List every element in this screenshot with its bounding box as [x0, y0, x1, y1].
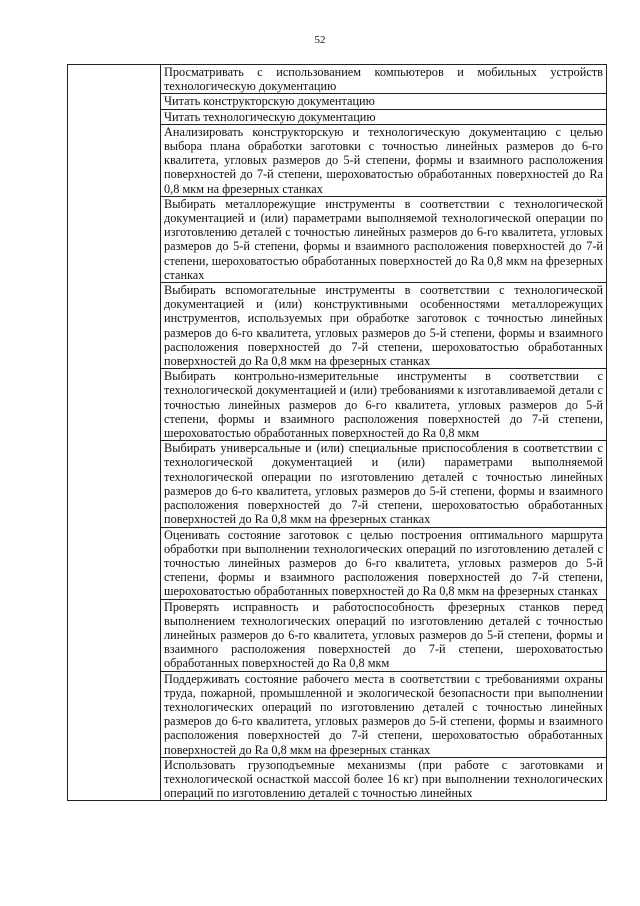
- cell-text: Выбирать контрольно-измерительные инструменты в соответствии с технологической документацией и (или) требованиями к изготавливаемой детали с точностью линейных размеров до 6-го квалитета, угловых размеров до 5-й степени, формы и взаимного расположения поверхностей до 7-й степени, шероховатостью обработанных поверхностей до Ra 0,8 мкм: [164, 369, 603, 441]
- table-cell: [161, 671, 607, 757]
- cell-text: Использовать грузоподъемные механизмы (при работе с заготовками и технологической оснасткой массой более 16 кг) при выполнении технологических операций по изготовлению деталей с точностью линейных: [164, 757, 603, 801]
- page-number: 52: [314, 34, 326, 46]
- cell-text: Читать конструкторскую документацию: [164, 94, 375, 109]
- table-row: [68, 65, 607, 94]
- table-cell: [161, 757, 607, 801]
- table-cell: [161, 124, 607, 196]
- table-cell: [161, 283, 607, 369]
- table-cell: [161, 109, 607, 124]
- cell-text: Проверять исправность и работоспособность фрезерных станков перед выполнением технологических операций по изготовлению деталей с точностью линейных размеров до 6-го квалитета, угловых размеров до 5-й степени, формы и взаимного расположения поверхностей до 7-й степени, шероховатостью обработанных поверхностей до Ra 0,8 мкм: [164, 599, 603, 671]
- cell-text: Оценивать состояние заготовок с целью построения оптимального маршрута обработки при выполнении технологических операций по изготовлению деталей с точностью линейных размеров до 6-го квалитета, угловых размеров до 5-й степени, формы и взаимного расположения поверхностей до 7-й степени, шероховатостью обработанных поверхностей до Ra 0,8 мкм на фрезерных станках: [164, 527, 603, 599]
- cell-text: Просматривать с использованием компьютеров и мобильных устройств технологическую документацию: [164, 65, 603, 94]
- cell-text: Читать технологическую документацию: [164, 109, 376, 124]
- table-cell: [161, 369, 607, 441]
- table-cell: [161, 196, 607, 282]
- cell-text: Анализировать конструкторскую и технологическую документацию с целью выбора плана обработки заготовки с точностью линейных размеров до 6-го квалитета, угловых размеров до 5-й степени, формы и взаимного расположения поверхностей до 7-й степени, шероховатостью обработанных поверхностей до Ra 0,8 мкм на фрезерных станках: [164, 124, 603, 196]
- skills-table: [67, 64, 607, 801]
- cell-text: Выбирать металлорежущие инструменты в соответствии с технологической документацией и (или) параметрами выполняемой технологической операции по изготовлению деталей с точностью линейных размеров до 6-го квалитета, угловых размеров до 5-й степени, формы и взаимного расположения поверхностей до 7-й степени, шероховатостью обработанных поверхностей до Ra 0,8 мкм на фрезерных станках: [164, 196, 603, 282]
- table-cell: [161, 527, 607, 599]
- cell-text: Выбирать универсальные и (или) специальные приспособления в соответствии с технологической документацией и (или) параметрами выполняемой технологической операции по изготовлению деталей с точностью линейных размеров до 6-го квалитета, угловых размеров до 5-й степени, формы и взаимного расположения поверхностей до 7-й степени, шероховатостью обработанных поверхностей до Ra 0,8 мкм на фрезерных станках: [164, 441, 603, 527]
- table-cell: [161, 441, 607, 527]
- cell-text: Выбирать вспомогательные инструменты в соответствии с технологической документацией и (или) конструктивными особенностями металлорежущих инструментов, используемых при обработке заготовок с точностью линейных размеров до 6-го квалитета, угловых размеров до 5-й степени, формы и взаимного расположения поверхностей до 7-й степени, шероховатостью обработанных поверхностей до Ra 0,8 мкм на фрезерных станках: [164, 283, 603, 369]
- left-empty-cell: [68, 65, 161, 801]
- table-cell: [161, 65, 607, 94]
- cell-text: Поддерживать состояние рабочего места в соответствии с требованиями охраны труда, пожарной, промышленной и экологической безопасности при выполнении технологических операций по изготовлению деталей с точностью линейных размеров до 6-го квалитета, угловых размеров до 5-й степени, формы и взаимного расположения поверхностей до 7-й степени, шероховатостью обработанных поверхностей до Ra 0,8 мкм на фрезерных станках: [164, 671, 603, 757]
- table-cell: [161, 94, 607, 109]
- table-cell: [161, 599, 607, 671]
